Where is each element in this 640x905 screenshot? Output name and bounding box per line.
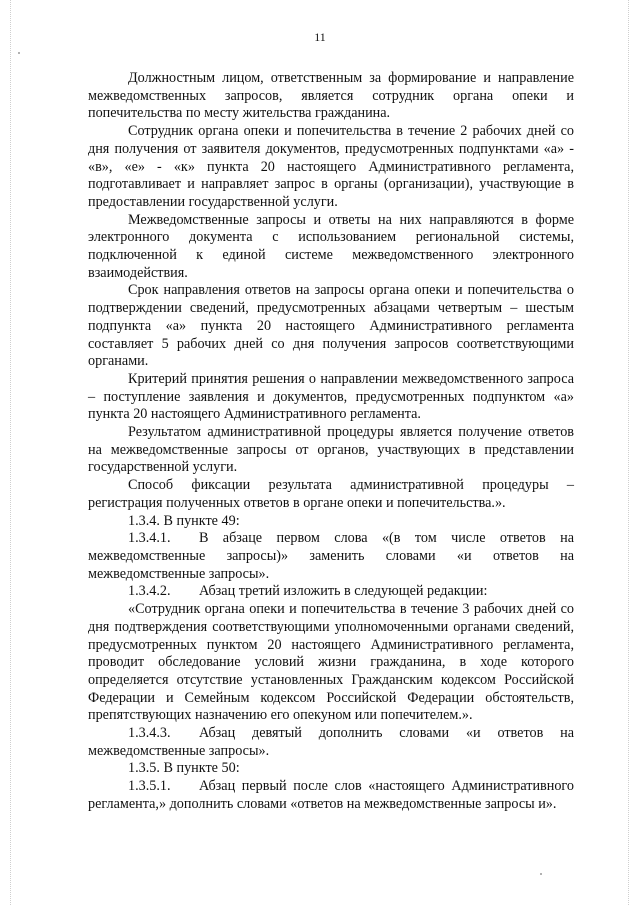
subsection-paragraph: 1.3.5.1. Абзац первый после слов «настоящего Административного регламента,» дополнить словами «ответов на межведомственные запросы и». <box>88 778 574 812</box>
scan-edge-left <box>10 0 12 905</box>
subsection-paragraph: 1.3.4.1. В абзаце первом слова «(в том числе ответов на межведомственные запросы)» заменить словами «и ответов на межведомственные запросы». <box>88 530 574 582</box>
paragraph: Результатом административной процедуры является получение ответов на межведомственные запросы от органов, участвующих в представлении государственной услуги. <box>88 424 574 476</box>
document-body <box>88 70 574 814</box>
quoted-paragraph: «Сотрудник органа опеки и попечительства в течение 3 рабочих дней со дня подтверждения соответствующими уполномоченными органами сведений, предусмотренных пунктом 20 настоящего Административного регламента, проводит обследование условий жизни гражданина, в ходе которого определяется отсутствие установленных Гражданским кодексом Российской Федерации и Семейным кодексом Российской Федерации обстоятельств, препятствующих назначению его опекуном или попечителем.». <box>88 601 574 724</box>
subsection-paragraph: 1.3.4.3. Абзац девятый дополнить словами «и ответов на межведомственные запросы». <box>88 725 574 759</box>
paragraph: Срок направления ответов на запросы органа опеки и попечительства о подтверждении сведений, предусмотренных абзацами четвертым – шестым подпункта «а» пункта 20 настоящего Административного регламента составляет 5 рабочих дней со дня получения запросов соответствующими органами. <box>88 282 574 370</box>
paragraph: Способ фиксации результата административной процедуры – регистрация полученных ответов в органе опеки и попечительства.». <box>88 477 574 511</box>
section-heading: 1.3.5. В пункте 50: <box>128 760 240 777</box>
paragraph: Межведомственные запросы и ответы на них направляются в форме электронного документа с использованием региональной системы, подключенной к единой системе межведомственного электронного взаимодействия. <box>88 211 574 281</box>
page-number: 11 <box>314 30 326 44</box>
subsection-paragraph: 1.3.4.2. Абзац третий изложить в следующей редакции: <box>128 583 488 600</box>
paragraph: Должностным лицом, ответственным за формирование и направление межведомственных запросов, является сотрудник органа опеки и попечительства по месту жительства гражданина. <box>88 70 574 122</box>
scan-speck <box>540 873 542 875</box>
paragraph: Сотрудник органа опеки и попечительства в течение 2 рабочих дней со дня получения от заявителя документов, предусмотренных подпунктами «а» - «в», «е» - «к» пункта 20 настоящего Административного регламента, подготавливает и направляет запрос в органы (организации), участвующие в предоставлении государственной услуги. <box>88 123 574 210</box>
scan-edge-right <box>628 0 630 905</box>
paragraph: Критерий принятия решения о направлении межведомственного запроса – поступление заявления и документов, предусмотренных подпунктом «а» пункта 20 настоящего Административного регламента. <box>88 370 574 423</box>
section-heading: 1.3.4. В пункте 49: <box>128 512 240 529</box>
scan-speck <box>18 52 20 54</box>
